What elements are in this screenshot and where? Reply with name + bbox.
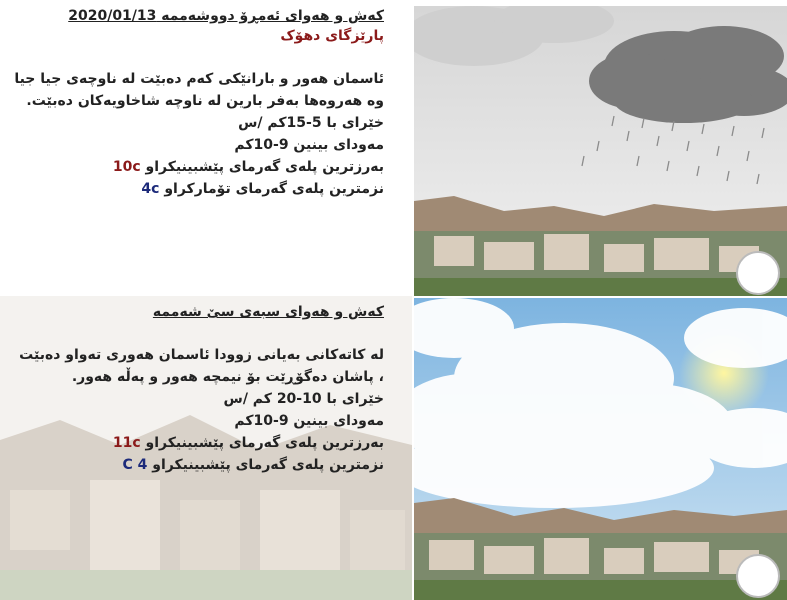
tomorrow-min-temp-value: 4 C: [122, 457, 148, 473]
tomorrow-visibility: مەودای بینین 9-10کم: [234, 413, 384, 429]
today-max-temp-value: 10c: [112, 159, 141, 175]
partly-cloudy-photo: [414, 298, 787, 600]
today-min-temp-value: 4c: [141, 181, 160, 197]
kurdistan-logo-icon: [736, 554, 780, 598]
today-wind-speed: خێرای با 5-15کم /س: [238, 115, 384, 131]
today-title: کەش و هەوای ئەمڕۆ دووشەممە 2020/01/13: [68, 8, 384, 24]
today-description-line-1: ئاسمان هەور و بارانێکی کەم دەبێت لە ناوچەی جیا جیا: [14, 71, 384, 87]
tomorrow-max-temp-label: بەرزترین پلەی گەرمای پێشبینیکراو: [145, 435, 384, 451]
today-description-line-2: وە هەروەها بەفر بارین لە ناوچە شاخاویەکان دەبێت.: [26, 93, 384, 109]
tomorrow-max-temp-row: [6, 432, 384, 454]
today-max-temp-row: [6, 156, 384, 178]
rain-cloud-photo: [414, 6, 787, 296]
tomorrow-min-temp-row: [6, 454, 384, 476]
tomorrow-description-line-2: ، پاشان دەگۆڕێت بۆ نیمچە هەور و پەڵە هەور.: [71, 369, 384, 385]
tomorrow-min-temp-label: نزمترین پلەی گەرمای پێشبینیکراو: [152, 457, 384, 473]
today-min-temp-label: نزمترین پلەی گەرمای تۆمارکراو: [164, 181, 384, 197]
kurdistan-logo-icon: [736, 251, 780, 295]
today-visibility: مەودای بینین 9-10کم: [234, 137, 384, 153]
today-forecast-panel: [0, 0, 412, 296]
tomorrow-max-temp-value: 11c: [112, 435, 141, 451]
tomorrow-title: کەش و هەوای سبەی سێ شەممە: [152, 304, 384, 320]
tomorrow-forecast-panel: [0, 296, 412, 600]
location-label: پارێزگای دهۆک: [280, 28, 384, 44]
tomorrow-description-line-1: لە کاتەکانی بەیانی زوودا ئاسمان هەوری تەواو دەبێت: [19, 347, 384, 363]
tomorrow-wind-speed: خێرای با 10-20 کم /س: [223, 391, 384, 407]
today-max-temp-label: بەرزترین پلەی گەرمای پێشبینیکراو: [145, 159, 384, 175]
today-min-temp-row: [6, 178, 384, 200]
